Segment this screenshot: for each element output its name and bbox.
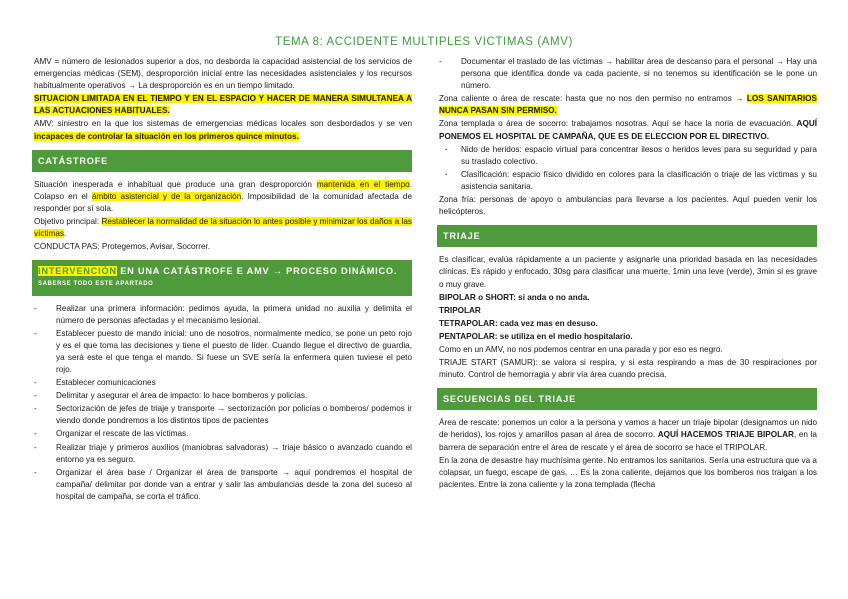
list-item: - Sectorización de jefes de triaje y transporte → sectorización por policías o bomberos/ podemos ir viendo donde pondremos a los distintos tipos de pacientes	[56, 403, 412, 427]
triaje-bipolar: BIPOLAR o SHORT: si anda o no anda.	[439, 292, 590, 302]
left-column	[34, 56, 412, 504]
list-item: · Nido de heridos: espacio virtual para concentrar ilesos o heridos leves para su seguridad y para su traslado colectivo.	[461, 144, 817, 168]
triaje-start: TRIAJE START (SAMUR): se valora si respira, y si esta respirando a mas de 30 respiraciones por minuto. Control de hemorragia y abrir vía área cuando precisa.	[439, 358, 817, 380]
page-title: TEMA 8: ACCIDENTE MULTIPLES VICTIMAS (AMV)	[275, 36, 573, 48]
catastrofe-objective: Objetivo principal: Restablecer la normalidad de la situación lo antes posible y minimizar los daños a las víctimas.	[34, 217, 412, 239]
triaje-tripolar: TRIPOLAR	[439, 305, 481, 315]
amv-siniestro: AMV: siniestro en la que los sistemas de emergencias médicas locales son desbordados y se ven incapaces de controlar la situación en los primeros quince minutos.	[34, 119, 412, 141]
list-item: - Establecer comunicaciones	[56, 377, 412, 389]
triaje-pentapolar: PENTAPOLAR: se utiliza en el medio hospitalario.	[439, 331, 633, 341]
list-item: · Clasificación: espacio físico dividido en colores para la clasificación o triaje de las víctimas y su asistencia sanitaria.	[461, 169, 817, 193]
amv-situation-note: SITUACION LIMITADA EN EL TIEMPO Y EN EL ESPACIO Y HACER DE MANERA SIMULTANEA A LAS ACTUACIONES HABITUALES.	[34, 94, 412, 116]
zona-fria: Zona fría: personas de apoyo o ambulancias para llevarse a los pacientes. Aquí pueden venir los helicópteros.	[439, 195, 817, 217]
intervencion-heading: INTERVENCIÓN EN UNA CATÁSTROFE E AMV → PROCESO DINÁMICO. SABERSE TODO ESTE APARTADO	[32, 260, 412, 295]
triaje-definition: Es clasificar, evalúa rápidamente a un paciente y asignarle una prioridad basada en las necesidades clínicas. Es rápido y enfocado. 30sg para clasificar una muerte, 1min una leve (verde), 3min si es grave o muy grave.	[439, 255, 817, 289]
list-item: - Realizar triaje y primeros auxilios (maniobras salvadoras) → triaje básico o avanzado cuando el entorno ya es seguro.	[56, 442, 412, 466]
list-item: - Documentar el traslado de las víctimas → habilitar área de descanso para el personal → Hay una persona que identifica donde va cada paciente, si no tenemos su identificación se le pone un número.	[461, 56, 817, 92]
conducta-pas: CONDUCTA PAS: Protegemos, Avisar, Socorrer.	[34, 242, 211, 252]
list-item: - Organizar el área base / Organizar el área de transporte → aquí pondremos el hospital de campaña/ delimitar por donde van a entrar y salir las ambulancias desde la zona del suceso al hospital de campaña, se corta el tráfico.	[56, 467, 412, 503]
zona-caliente: Zona caliente o área de rescate: hasta que no nos den permiso no entramos → LOS SANITARIOS NUNCA PASAN SIN PERMISO.	[439, 94, 817, 116]
secuencias-rescate: Área de rescate: ponemos un color a la persona y vamos a hacer un triaje bipolar (designamos un nido de heridos), los rojos y amarillos pasan al área de socorro. AQUÍ HACEMOS TRIAJE BIPOLAR, en la barrera de separación entre el área de rescate y el área de socorro se hace el TRIPOLAR.	[439, 418, 817, 452]
documentar-list	[439, 56, 817, 92]
zona-templada-list	[439, 144, 817, 193]
triaje-tetrapolar: TETRAPOLAR: cada vez mas en desuso.	[439, 318, 598, 328]
triaje-amv-note: Como en un AMV, no nos podemos centrar en una parada y por eso es negro.	[439, 344, 723, 354]
right-column	[439, 56, 817, 492]
intervencion-subheading: SABERSE TODO ESTE APARTADO	[38, 281, 154, 288]
list-item: - Delimitar y asegurar el área de impacto: lo hace bomberos y policías.	[56, 390, 412, 402]
secuencias-heading: SECUENCIAS DEL TRIAJE	[437, 388, 817, 410]
triaje-heading: TRIAJE	[437, 225, 817, 247]
intervencion-list	[34, 303, 412, 504]
list-item: - Organizar el rescate de las víctimas.	[56, 428, 412, 440]
catastrofe-definition: Situación inesperada e inhabitual que produce una gran desproporción mantenida en el tiempo. Colapso en el ámbito asistencial y de la organización. Imposibilidad de la comunidad afectada de responder por sí sola.	[34, 179, 412, 213]
catastrofe-heading: CATÁSTROFE	[32, 150, 412, 172]
amv-definition: AMV = número de lesionados superior a dos, no desborda la capacidad asistencial de los servicios de emergencias médicas (SEM), desproporción inicial entre las necesidades asistenciales y los recursos habitualmente operativos → La desproporción es en un tiempo limitado.	[34, 57, 412, 91]
secuencias-desastre: En la zona de desastre hay muchísima gente. No entramos los sanitarios. Sería una estructura que va a colapsar, un fuego, escape de gas, … Es la zona caliente, dejamos que los bomberos nos traigan a los pacientes. Entre la zona caliente y la zona templada (flecha	[439, 455, 817, 489]
list-item: - Establecer puesto de mando inicial: uno de nosotros, normalmente medico, se pone un peto rojo y es el que toma las decisiones y tiene el puesto de líder. Cuando llegue el directivo de guardia, ya será este el que tenga el mando. Si fuese un SVE sería la enfermera quien tuviese el peto rojo.	[56, 328, 412, 376]
zona-templada: Zona templada o área de socorro: trabajamos nosotras. Aquí se hace la noria de evacuación. AQUÍ PONEMOS EL HOSPITAL DE CAMPAÑA, QUE ES DE ELECCION POR EL DIRECTIVO.	[439, 119, 817, 141]
list-item: - Realizar una primera información: pedimos ayuda, la primera unidad no auxilia y delimita el número de personas afectadas y el mecanismo lesional.	[56, 303, 412, 327]
